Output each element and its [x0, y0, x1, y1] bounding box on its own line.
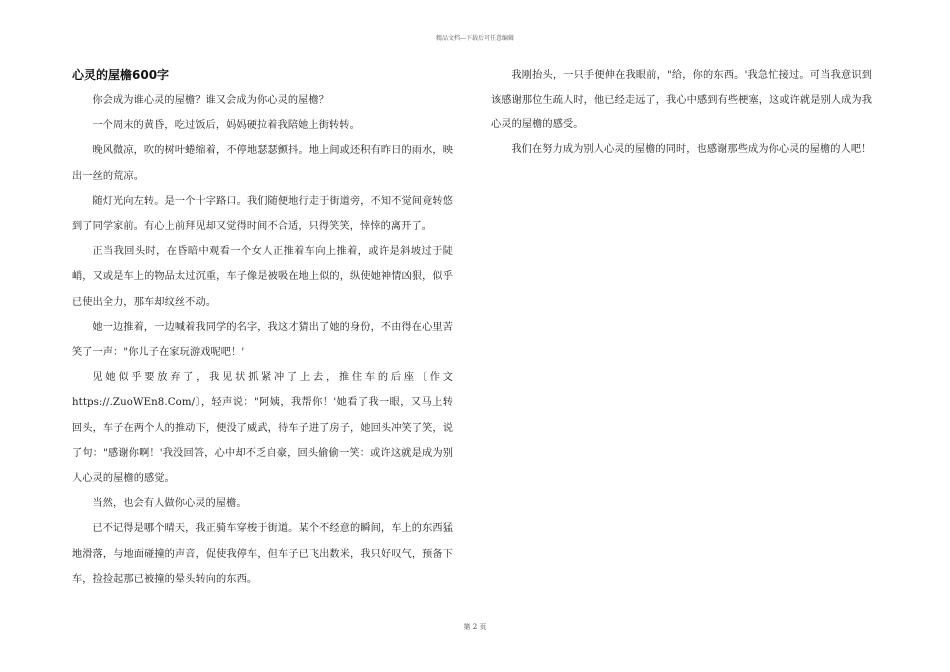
paragraph: 晚风微凉，吹的树叶蜷缩着，不停地瑟瑟颤抖。地上间或还积有昨日的雨水，映出一丝的荒凉。: [72, 145, 453, 182]
paragraph: 当然，也会有人做你心灵的屋檐。: [92, 498, 247, 510]
paragraph: 你会成为谁心灵的屋檐？谁又会成为你心灵的屋檐？: [92, 95, 330, 106]
left-column: [72, 64, 453, 592]
right-column: [491, 64, 872, 162]
paragraph: 正当我回头时，在昏暗中观看一个女人正推着车向上推着，或许是斜坡过于陡峭，又或是车上的物品太过沉重，车子像是被吸在地上似的，纵使她神情凶狠，似乎已使出全力，那车却纹丝不动。: [72, 246, 453, 308]
paragraph: 我们在努力成为别人心灵的屋檐的同时，也感谢那些成为你心灵的屋檐的人吧！: [511, 143, 872, 155]
page-number: 第 2 页: [463, 623, 487, 631]
paragraph: 随灯光向左转。是一个十字路口。我们随便地行走于街道旁，不知不觉间竟转悠到了同学家前。有心上前拜见却又觉得时间不合适，只得笑笑，悻悻的离开了。: [72, 195, 453, 233]
paragraph: 一个周末的黄昏，吃过饭后，妈妈硬拉着我陪她上街转转。: [92, 120, 360, 132]
paragraph: 我刚抬头，一只手便伸在我眼前，"给，你的东西。'我急忙接过。可当我意识到该感谢那位生疏人时，他已经走远了，我心中感到有些梗塞，这或许就是别人成为我心灵的屋檐的感受。: [491, 70, 872, 131]
paragraph: 见她似乎要放弃了，我见状抓紧冲了上去，推住车的后座〔作文https://.ZuoWEn8.Com/〕，轻声说："阿姨，我帮你！'她看了我一眼，又马上转回头，车子在两个人的推动下，便没了威武，待车子进了房子，她回头冲笑了笑，说了句："感谢你啊！'我没回答，心中却不乏自豪，回头偷偷一笑：或许这就是成为别人心灵的屋檐的感觉。: [72, 372, 453, 485]
paragraph: 已不记得是哪个晴天，我正骑车穿梭于街道。某个不经意的瞬间，车上的东西猛地滑落，与地面碰撞的声音，促使我停车，但车子已飞出数米，我只好叹气，预备下车，捡捡起那已被撞的晕头转向的东西。: [72, 523, 453, 585]
page-header: 精品文档---下载后可任意编辑: [435, 35, 515, 42]
article-title: 心灵的屋檐600字: [72, 68, 170, 82]
paragraph: 她一边推着，一边喊着我同学的名字，我这才猜出了她的身份，不由得在心里苦笑了一声："你儿子在家玩游戏呢吧！': [72, 321, 453, 359]
